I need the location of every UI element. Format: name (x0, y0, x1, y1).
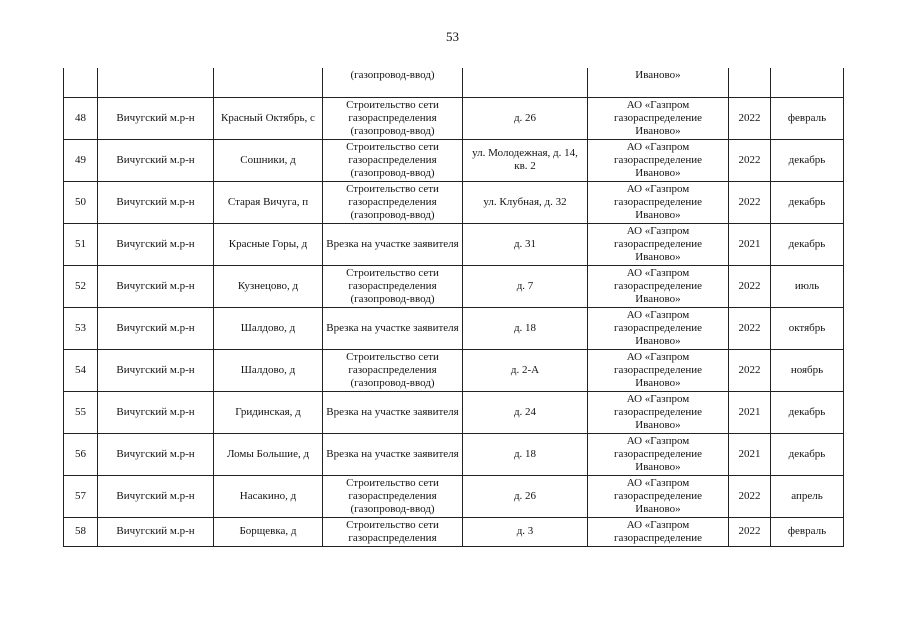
table-cell: АО «Газпром газораспределение Иваново» (588, 475, 729, 517)
table-cell: д. 26 (463, 97, 588, 139)
table-cell: АО «Газпром газораспределение Иваново» (588, 349, 729, 391)
table-cell: 2022 (729, 139, 771, 181)
table-cell: 2022 (729, 517, 771, 546)
table-cell: АО «Газпром газораспределение Иваново» (588, 181, 729, 223)
table-cell: февраль (771, 517, 844, 546)
table-cell: 53 (64, 307, 98, 349)
table-cell: Вичугский м.р-н (98, 307, 214, 349)
table-cell: Шалдово, д (214, 307, 323, 349)
table-cell: ул. Молодежная, д. 14, кв. 2 (463, 139, 588, 181)
table-cell: АО «Газпром газораспределение Иваново» (588, 391, 729, 433)
table-cell: Иваново» (588, 68, 729, 97)
table-cell: Строительство сети газораспределения (323, 517, 463, 546)
table-cell: 50 (64, 181, 98, 223)
table-cell: АО «Газпром газораспределение (588, 517, 729, 546)
table-cell: 2022 (729, 181, 771, 223)
table-cell: 2022 (729, 97, 771, 139)
table-cell: Строительство сети газораспределения (газопровод-ввод) (323, 349, 463, 391)
table-row (64, 517, 844, 546)
table-row (64, 181, 844, 223)
table-cell: 2021 (729, 223, 771, 265)
table-row (64, 433, 844, 475)
table-row (64, 265, 844, 307)
table-cell (64, 68, 98, 97)
table-cell: Вичугский м.р-н (98, 349, 214, 391)
table-row (64, 68, 844, 97)
table-cell: Гридинская, д (214, 391, 323, 433)
table-cell: Строительство сети газораспределения (газопровод-ввод) (323, 139, 463, 181)
table-cell: 2021 (729, 391, 771, 433)
table-cell: Вичугский м.р-н (98, 265, 214, 307)
table-row (64, 475, 844, 517)
table-cell: декабрь (771, 181, 844, 223)
table-cell: Врезка на участке заявителя (323, 307, 463, 349)
table-body (64, 68, 844, 546)
table-cell (98, 68, 214, 97)
table-cell: д. 7 (463, 265, 588, 307)
table-cell: д. 26 (463, 475, 588, 517)
table-cell: декабрь (771, 223, 844, 265)
table-cell: октябрь (771, 307, 844, 349)
table-cell: Строительство сети газораспределения (газопровод-ввод) (323, 265, 463, 307)
page-number: 53 (446, 29, 459, 44)
table-cell: 58 (64, 517, 98, 546)
table-cell: д. 18 (463, 433, 588, 475)
table-row (64, 223, 844, 265)
table-cell: Кузнецово, д (214, 265, 323, 307)
table-cell: апрель (771, 475, 844, 517)
table-cell: 2022 (729, 349, 771, 391)
table-row (64, 391, 844, 433)
table-cell: д. 18 (463, 307, 588, 349)
table-cell: Шалдово, д (214, 349, 323, 391)
table-cell: АО «Газпром газораспределение Иваново» (588, 97, 729, 139)
table-row (64, 307, 844, 349)
table-row (64, 139, 844, 181)
table-cell: декабрь (771, 391, 844, 433)
table-cell: АО «Газпром газораспределение Иваново» (588, 307, 729, 349)
document-table (63, 68, 844, 547)
table-cell: 2022 (729, 475, 771, 517)
table-cell: АО «Газпром газораспределение Иваново» (588, 433, 729, 475)
table-cell: 57 (64, 475, 98, 517)
table-cell: 55 (64, 391, 98, 433)
table-cell: Ломы Большие, д (214, 433, 323, 475)
table-cell: Вичугский м.р-н (98, 223, 214, 265)
table-cell: д. 3 (463, 517, 588, 546)
table-cell: 2022 (729, 307, 771, 349)
table-cell: Вичугский м.р-н (98, 433, 214, 475)
table-cell: Вичугский м.р-н (98, 97, 214, 139)
table-cell: Вичугский м.р-н (98, 139, 214, 181)
table-cell (463, 68, 588, 97)
table-cell: д. 31 (463, 223, 588, 265)
table-cell: Строительство сети газораспределения (газопровод-ввод) (323, 97, 463, 139)
table-cell: 48 (64, 97, 98, 139)
table-cell: (газопровод-ввод) (323, 68, 463, 97)
table-cell: Вичугский м.р-н (98, 475, 214, 517)
table-cell: Вичугский м.р-н (98, 517, 214, 546)
table-cell: д. 24 (463, 391, 588, 433)
table-cell: Старая Вичуга, п (214, 181, 323, 223)
table-cell: Борщевка, д (214, 517, 323, 546)
table-cell: Врезка на участке заявителя (323, 391, 463, 433)
table-cell: 56 (64, 433, 98, 475)
table-cell: 49 (64, 139, 98, 181)
table-row (64, 97, 844, 139)
table-cell: декабрь (771, 433, 844, 475)
table-cell: ноябрь (771, 349, 844, 391)
table-cell (729, 68, 771, 97)
table-cell: 54 (64, 349, 98, 391)
table-cell (771, 68, 844, 97)
table-cell: АО «Газпром газораспределение Иваново» (588, 223, 729, 265)
table-cell (214, 68, 323, 97)
table-cell: д. 2-А (463, 349, 588, 391)
table-cell: АО «Газпром газораспределение Иваново» (588, 139, 729, 181)
table-cell: Врезка на участке заявителя (323, 433, 463, 475)
table-cell: Красные Горы, д (214, 223, 323, 265)
table-cell: февраль (771, 97, 844, 139)
table-cell: 51 (64, 223, 98, 265)
table-cell: 52 (64, 265, 98, 307)
table-cell: Строительство сети газораспределения (газопровод-ввод) (323, 181, 463, 223)
table-cell: 2021 (729, 433, 771, 475)
table-cell: АО «Газпром газораспределение Иваново» (588, 265, 729, 307)
table-cell: июль (771, 265, 844, 307)
table-cell: Строительство сети газораспределения (газопровод-ввод) (323, 475, 463, 517)
table-cell: Врезка на участке заявителя (323, 223, 463, 265)
table-cell: Насакино, д (214, 475, 323, 517)
table-cell: ул. Клубная, д. 32 (463, 181, 588, 223)
table-cell: декабрь (771, 139, 844, 181)
table-cell: Вичугский м.р-н (98, 181, 214, 223)
table-cell: Сошники, д (214, 139, 323, 181)
table-row (64, 349, 844, 391)
table-cell: 2022 (729, 265, 771, 307)
table-cell: Красный Октябрь, с (214, 97, 323, 139)
table-cell: Вичугский м.р-н (98, 391, 214, 433)
